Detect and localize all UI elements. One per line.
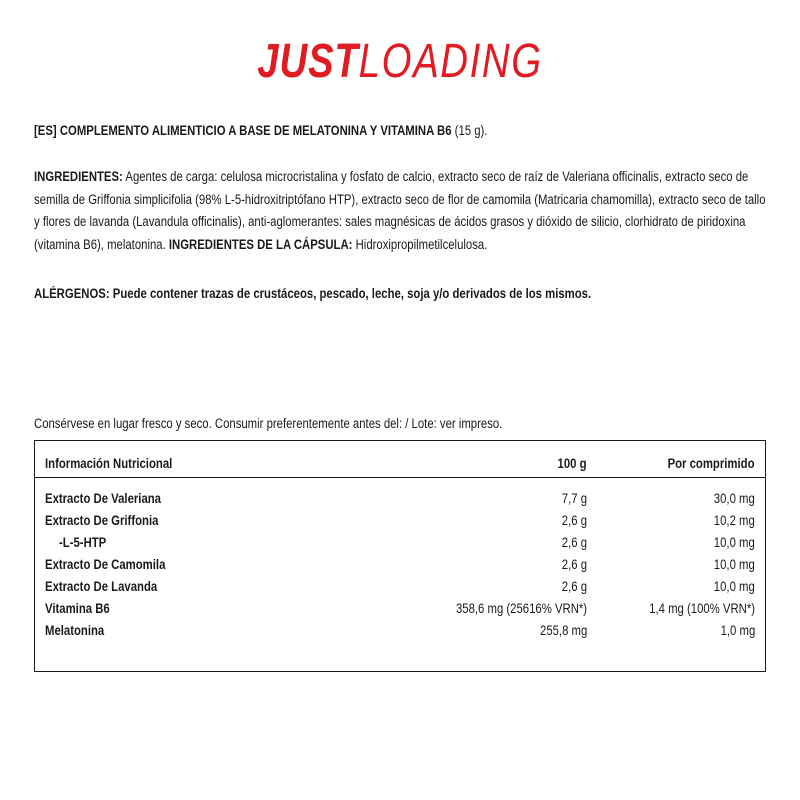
row-value-tablet: 1,0 mg (720, 623, 755, 638)
row-value-100g: 2,6 g (561, 557, 587, 572)
intro-weight: (15 g). (454, 123, 488, 138)
brand-logo (80, 34, 720, 90)
table-row (35, 554, 765, 576)
ingredients-label: INGREDIENTES: (34, 169, 123, 184)
allergens-text: Puede contener trazas de crustáceos, pescado, leche, soja y/o derivados de los mismos. (112, 286, 592, 301)
row-name: Extracto De Lavanda (45, 579, 158, 594)
row-name: -L-5-HTP (59, 535, 107, 550)
row-value-100g: 2,6 g (561, 535, 587, 550)
storage-note: Consérvese en lugar fresco y seco. Consumir preferentemente antes del: / Lote: ver impreso. (34, 416, 503, 431)
table-row (35, 620, 765, 642)
row-value-tablet: 1,4 mg (100% VRN*) (649, 601, 755, 616)
header-per-100g: 100 g (557, 456, 587, 471)
nutrition-header-row (35, 453, 765, 475)
row-value-100g: 255,8 mg (539, 623, 587, 638)
table-row (35, 532, 765, 554)
row-value-tablet: 10,0 mg (714, 579, 755, 594)
row-value-tablet: 30,0 mg (714, 491, 755, 506)
logo-bold-text: JUST (257, 35, 359, 88)
table-row (35, 488, 765, 510)
row-value-100g: 358,6 mg (25616% VRN*) (455, 601, 587, 616)
table-row (35, 510, 765, 532)
intro-title: COMPLEMENTO ALIMENTICIO A BASE DE MELATONINA Y VITAMINA B6 (59, 123, 452, 138)
logo-light-text: LOADING (358, 35, 543, 88)
row-value-100g: 2,6 g (561, 513, 587, 528)
table-row (35, 576, 765, 598)
capsule-ingredients-text: Hidroxipropilmetilcelulosa. (355, 236, 488, 252)
header-nutrition-info: Información Nutricional (45, 456, 173, 471)
row-name: Extracto De Griffonia (45, 513, 159, 528)
row-name: Melatonina (45, 623, 105, 638)
nutrition-table (34, 440, 766, 672)
row-name: Extracto De Valeriana (45, 491, 161, 506)
row-value-tablet: 10,2 mg (714, 513, 755, 528)
row-value-tablet: 10,0 mg (714, 557, 755, 572)
table-row (35, 598, 765, 620)
row-value-tablet: 10,0 mg (714, 535, 755, 550)
header-per-tablet: Por comprimido (668, 456, 755, 471)
row-name: Extracto De Camomila (45, 557, 166, 572)
ingredients-paragraph (34, 166, 766, 256)
capsule-ingredients-label: INGREDIENTES DE LA CÁPSULA: (168, 236, 353, 252)
allergens-paragraph (34, 283, 766, 306)
row-name: Vitamina B6 (45, 601, 110, 616)
row-value-100g: 2,6 g (561, 579, 587, 594)
allergens-label: ALÉRGENOS: (34, 286, 110, 301)
row-value-100g: 7,7 g (561, 491, 587, 506)
table-divider (35, 477, 765, 478)
ingredients-text: Agentes de carga: celulosa microcristalina y fosfato de calcio, extracto seco de raíz de Valeriana officinalis, extracto seco de semilla de Griffonia simplicifolia (98% L-5-hidroxitriptófano HTP), extracto seco de flor de camomila (Matricaria chamomilla), extracto seco de tallo y flores de lavanda (Lavandula officinalis), anti-aglomerantes: sales magnésicas de ácidos grasos y dióxido de silicio, clorhidrato de piridoxina (vitamina B6), melatonina. (34, 169, 766, 252)
intro-lang: [ES] (34, 123, 57, 138)
product-intro (34, 120, 766, 143)
